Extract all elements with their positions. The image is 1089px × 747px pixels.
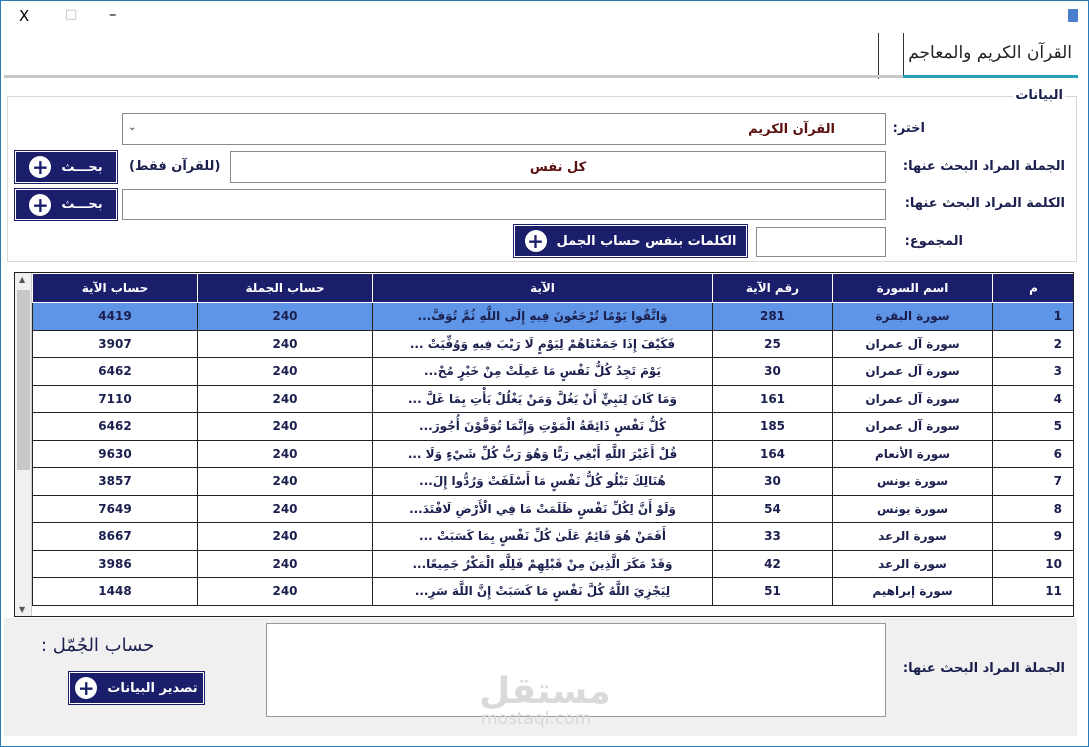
search-label: بحـــث: [61, 159, 103, 175]
table-cell: 7110: [33, 385, 198, 413]
table-cell: 240: [198, 550, 373, 578]
maximize-button[interactable]: □: [65, 7, 78, 22]
table-cell: 1: [993, 303, 1075, 331]
table-cell: 54: [713, 495, 833, 523]
table-cell: سورة الرعد: [833, 550, 993, 578]
column-header[interactable]: الآية: [373, 274, 713, 303]
table-cell: 10: [993, 550, 1075, 578]
column-header[interactable]: حساب الجملة: [198, 274, 373, 303]
table-cell: فَكَيْفَ إِذَا جَمَعْنَاهُمْ لِيَوْمٍ لَا رَيْبَ فِيهِ وَوُفِّيَتْ ...: [373, 330, 713, 358]
table-row[interactable]: [33, 358, 1075, 386]
table-cell: قُلْ أَغَيْرَ اللَّهِ أَبْغِي رَبًّا وَهُوَ رَبُّ كُلِّ شَيْءٍ وَلَا ...: [373, 440, 713, 468]
tab-label: القرآن الكريم والمعاجم: [908, 43, 1072, 63]
table-cell: 3857: [33, 468, 198, 496]
column-header[interactable]: اسم السورة: [833, 274, 993, 303]
table-row[interactable]: [33, 303, 1075, 331]
table-cell: 4: [993, 385, 1075, 413]
tab-active-indicator: [903, 75, 1078, 78]
table-cell: 9: [993, 523, 1075, 551]
plus-icon: +: [29, 156, 51, 178]
export-label: تصدير البيانات: [107, 680, 198, 696]
table-cell: 240: [198, 303, 373, 331]
table-cell: كُلُّ نَفْسٍ ذَائِقَةُ الْمَوْتِ وَإِنَّمَا تُوَفَّوْنَ أُجُورَ...: [373, 413, 713, 441]
search-label: بحـــث: [61, 197, 103, 212]
chevron-down-icon: ⌄: [128, 122, 137, 133]
export-data-button[interactable]: [69, 672, 204, 704]
group-title: البيانات: [1015, 88, 1063, 103]
table-cell: 240: [198, 495, 373, 523]
table-cell: وَقَدْ مَكَرَ الَّذِينَ مِنْ قَبْلِهِمْ فَلِلَّهِ الْمَكْرُ جَمِيعًا...: [373, 550, 713, 578]
table-cell: 33: [713, 523, 833, 551]
table-cell: 161: [713, 385, 833, 413]
table-cell: 3986: [33, 550, 198, 578]
table-cell: 240: [198, 385, 373, 413]
column-header[interactable]: رقم الآية: [713, 274, 833, 303]
table-cell: 42: [713, 550, 833, 578]
close-button[interactable]: X: [19, 7, 30, 25]
plus-icon: +: [29, 194, 51, 216]
table-cell: 7: [993, 468, 1075, 496]
table-cell: سورة يونس: [833, 495, 993, 523]
source-select[interactable]: [122, 113, 886, 145]
watermark-site: mostaql.com: [481, 709, 592, 729]
scrollbar-thumb[interactable]: [17, 290, 30, 470]
watermark-logo: مستقل: [479, 671, 611, 712]
table-row[interactable]: [33, 468, 1075, 496]
table-cell: 240: [198, 330, 373, 358]
same-calc-label: الكلمات بنفس حساب الجمل: [556, 233, 737, 249]
minimize-button[interactable]: –: [109, 5, 117, 23]
table-cell: سورة آل عمران: [833, 385, 993, 413]
phrase-search-button[interactable]: [15, 151, 117, 183]
table-cell: 2: [993, 330, 1075, 358]
table-cell: 6462: [33, 413, 198, 441]
quran-only-note: (للقرآن فقط): [129, 159, 221, 174]
table-row[interactable]: [33, 523, 1075, 551]
table-cell: 1448: [33, 578, 198, 606]
total-input[interactable]: [756, 227, 886, 257]
column-header[interactable]: م: [993, 274, 1075, 303]
table-cell: 240: [198, 358, 373, 386]
table-cell: 30: [713, 468, 833, 496]
table-row[interactable]: [33, 385, 1075, 413]
table-row[interactable]: [33, 578, 1075, 606]
plus-icon: +: [75, 677, 97, 699]
table-cell: 6462: [33, 358, 198, 386]
source-select-value: القرآن الكريم: [748, 121, 835, 137]
table-cell: 240: [198, 523, 373, 551]
table-cell: 6: [993, 440, 1075, 468]
table-cell: سورة يونس: [833, 468, 993, 496]
table-cell: 240: [198, 413, 373, 441]
table-cell: وَلَوْ أَنَّ لِكُلِّ نَفْسٍ ظَلَمَتْ مَا فِي الْأَرْضِ لَافْتَدَ...: [373, 495, 713, 523]
table-row[interactable]: [33, 495, 1075, 523]
calc-title: حساب الجُمّل :: [41, 635, 155, 656]
table-cell: وَاتَّقُوا يَوْمًا تُرْجَعُونَ فِيهِ إِلَى اللَّهِ ثُمَّ تُوَفَّ...: [373, 303, 713, 331]
table-cell: 240: [198, 440, 373, 468]
scroll-up-icon[interactable]: ▲: [19, 275, 26, 284]
total-label: المجموع:: [904, 234, 963, 249]
table-cell: 8: [993, 495, 1075, 523]
table-cell: سورة إبراهيم: [833, 578, 993, 606]
table-cell: 8667: [33, 523, 198, 551]
table-cell: وَمَا كَانَ لِنَبِيٍّ أَنْ يَغُلَّ وَمَنْ يَغْلُلْ يَأْتِ بِمَا غَلَّ ...: [373, 385, 713, 413]
phrase-input[interactable]: [230, 151, 886, 183]
phrase-input-value: كل نفس: [529, 159, 587, 175]
table-cell: 11: [993, 578, 1075, 606]
table-cell: سورة الأنعام: [833, 440, 993, 468]
table-cell: 240: [198, 468, 373, 496]
tab-quran[interactable]: [903, 33, 1078, 77]
table-cell: 164: [713, 440, 833, 468]
table-cell: سورة آل عمران: [833, 330, 993, 358]
table-cell: 51: [713, 578, 833, 606]
table-row[interactable]: [33, 413, 1075, 441]
table-cell: 185: [713, 413, 833, 441]
vertical-scrollbar[interactable]: [15, 273, 32, 616]
phrase-label: الجملة المراد البحث عنها:: [902, 159, 1065, 174]
table-cell: يَوْمَ تَجِدُ كُلُّ نَفْسٍ مَا عَمِلَتْ مِنْ خَيْرٍ مُحْ...: [373, 358, 713, 386]
table-cell: أَفَمَنْ هُوَ قَائِمٌ عَلَىٰ كُلِّ نَفْسٍ بِمَا كَسَبَتْ ...: [373, 523, 713, 551]
scroll-down-icon[interactable]: ▼: [19, 605, 26, 614]
word-search-button[interactable]: [15, 189, 117, 220]
table-row[interactable]: [33, 330, 1075, 358]
table-cell: 30: [713, 358, 833, 386]
column-header[interactable]: حساب الآية: [33, 274, 198, 303]
table-cell: 7649: [33, 495, 198, 523]
plus-icon: +: [525, 230, 547, 252]
table-cell: 9630: [33, 440, 198, 468]
table-cell: سورة آل عمران: [833, 413, 993, 441]
table-cell: 240: [198, 578, 373, 606]
choose-label: اختر:: [892, 121, 925, 136]
word-label: الكلمة المراد البحث عنها:: [904, 196, 1065, 211]
table-cell: 281: [713, 303, 833, 331]
table-cell: 5: [993, 413, 1075, 441]
results-table: [32, 273, 1074, 606]
table-cell: سورة الرعد: [833, 523, 993, 551]
table-cell: 3907: [33, 330, 198, 358]
same-calc-words-button[interactable]: [514, 225, 747, 257]
table-row[interactable]: [33, 440, 1075, 468]
bottom-phrase-label: الجملة المراد البحث عنها:: [902, 661, 1065, 676]
table-cell: سورة البقرة: [833, 303, 993, 331]
tab-divider: [878, 33, 879, 79]
results-grid: [14, 272, 1074, 617]
app-icon: [1068, 9, 1078, 22]
table-cell: 3: [993, 358, 1075, 386]
table-cell: 25: [713, 330, 833, 358]
table-cell: هُنَالِكَ تَبْلُو كُلُّ نَفْسٍ مَا أَسْلَفَتْ وَرُدُّوا إِلَ...: [373, 468, 713, 496]
table-cell: لِيَجْزِيَ اللَّهُ كُلَّ نَفْسٍ مَا كَسَبَتْ إِنَّ اللَّهَ سَرِ...: [373, 578, 713, 606]
table-row[interactable]: [33, 550, 1075, 578]
word-input[interactable]: [122, 189, 886, 220]
table-cell: 4419: [33, 303, 198, 331]
table-cell: سورة آل عمران: [833, 358, 993, 386]
